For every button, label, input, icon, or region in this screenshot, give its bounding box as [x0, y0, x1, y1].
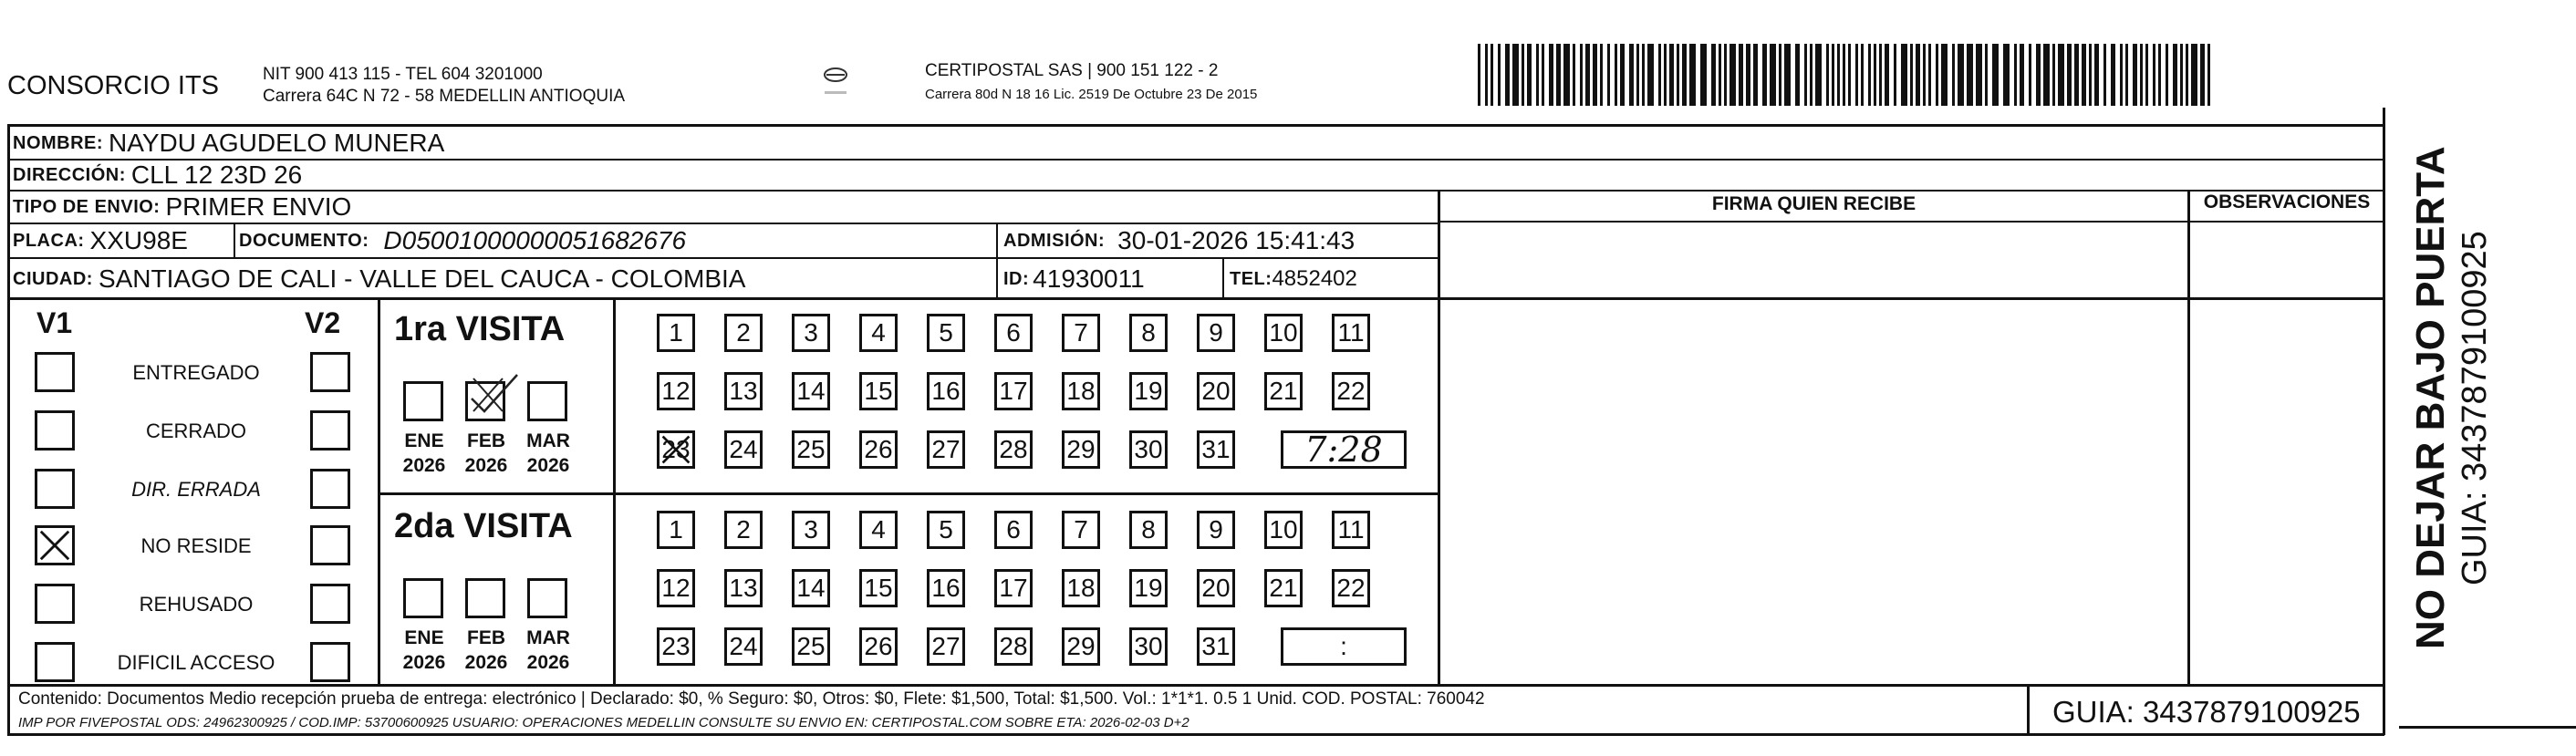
day-number: 22 [1336, 377, 1366, 405]
nombre-value: NAYDU AGUDELO MUNERA [109, 129, 445, 157]
day-number: 13 [729, 377, 758, 405]
day-number: 26 [864, 435, 893, 463]
day-box[interactable] [1129, 569, 1168, 607]
v1-label: V1 [36, 306, 73, 339]
v1-checkbox[interactable] [35, 584, 75, 624]
month-label: MAR 2026 [526, 430, 570, 476]
day-number: 28 [999, 435, 1028, 463]
v2-checkbox[interactable] [310, 410, 350, 450]
side-guia: GUIA: 3437879100925 [2456, 231, 2494, 585]
nombre-label: NOMBRE: [13, 132, 104, 153]
status-label: CERRADO [145, 419, 246, 442]
v2-checkbox[interactable] [310, 584, 350, 624]
tel-label: TEL: [1230, 268, 1272, 289]
day-box[interactable] [1129, 372, 1168, 410]
day-number: 8 [1141, 318, 1156, 347]
day-number: 8 [1141, 515, 1156, 544]
v2-checkbox[interactable] [310, 642, 350, 682]
day-number: 29 [1066, 632, 1096, 660]
placa-label: PLACA: [13, 230, 85, 251]
day-number: 24 [729, 632, 758, 660]
day-box[interactable] [927, 627, 965, 666]
day-box[interactable] [1062, 627, 1100, 666]
tipo-row [13, 191, 351, 223]
v1-checkbox[interactable] [35, 525, 75, 565]
day-box[interactable] [657, 372, 695, 410]
day-box[interactable] [927, 314, 965, 352]
day-box[interactable] [1062, 430, 1100, 469]
id-value: 41930011 [1033, 264, 1145, 293]
day-box[interactable] [1264, 511, 1303, 549]
day-box[interactable] [1332, 511, 1370, 549]
day-number: 17 [999, 574, 1028, 602]
ciudad-row [13, 259, 745, 299]
day-number: 26 [864, 632, 893, 660]
day-number: 16 [931, 574, 961, 602]
contenido-text: Contenido: Documentos Medio recepción prueba de entrega: electrónico | Declarado: $0, % Seguro: $0, Otros: $0, Flete: $1,500, Total: $1,500. Vol.: 1*1*1. 0.5 1 Unid. COD. POSTAL: 760042 [18, 689, 1485, 709]
day-box[interactable] [1197, 627, 1235, 666]
day-box[interactable] [724, 314, 763, 352]
day-box[interactable] [1197, 372, 1235, 410]
barcode [1478, 44, 2217, 106]
day-number: 27 [931, 632, 961, 660]
courier-address: Carrera 80d N 18 16 Lic. 2519 De Octubre 23 De 2015 [925, 87, 1258, 102]
v2-label: V2 [305, 306, 341, 339]
day-box[interactable] [994, 430, 1033, 469]
documento-row [239, 223, 686, 258]
day-box[interactable] [792, 511, 830, 549]
day-number: 12 [661, 377, 691, 405]
day-number: 20 [1201, 377, 1231, 405]
day-box[interactable] [1197, 569, 1235, 607]
day-box[interactable] [1332, 372, 1370, 410]
day-box[interactable] [792, 372, 830, 410]
day-number: 2 [736, 318, 751, 347]
day-box[interactable] [994, 569, 1033, 607]
day-box[interactable] [1197, 511, 1235, 549]
direccion-value: CLL 12 23D 26 [130, 161, 303, 189]
month-checkbox[interactable] [465, 381, 505, 421]
tel-value: 4852402 [1272, 266, 1357, 291]
day-number: 4 [871, 515, 886, 544]
direccion-row [13, 160, 302, 191]
ciudad-label: CIUDAD: [13, 268, 93, 289]
v2-checkbox[interactable] [310, 352, 350, 392]
day-box[interactable] [859, 511, 898, 549]
day-number: 12 [661, 574, 691, 602]
admision-label: ADMISIÓN: [1003, 230, 1106, 251]
month-checkbox[interactable] [403, 578, 443, 618]
day-box[interactable] [1129, 627, 1168, 666]
admision-value: 30-01-2026 15:41:43 [1117, 226, 1356, 254]
id-row [1003, 259, 1145, 299]
day-number: 23 [661, 435, 691, 463]
day-box[interactable] [792, 314, 830, 352]
day-box[interactable] [657, 511, 695, 549]
day-number: 21 [1269, 377, 1298, 405]
v2-checkbox[interactable] [310, 469, 350, 509]
second-visit-title: 2da VISITA [394, 507, 573, 545]
day-number: 16 [931, 377, 961, 405]
day-number: 9 [1209, 515, 1223, 544]
status-label: REHUSADO [139, 593, 254, 616]
day-box[interactable] [724, 511, 763, 549]
day-number: 22 [1336, 574, 1366, 602]
day-box[interactable] [1129, 430, 1168, 469]
company-address: Carrera 64C N 72 - 58 MEDELLIN ANTIOQUIA [263, 87, 626, 106]
day-number: 3 [804, 515, 818, 544]
month-label: ENE 2026 [402, 627, 446, 673]
id-label: ID: [1003, 268, 1030, 289]
tipo-label: TIPO DE ENVIO: [13, 196, 161, 217]
time-field[interactable]: 7:28 [1281, 430, 1407, 469]
day-box[interactable] [1129, 511, 1168, 549]
day-number: 30 [1134, 435, 1163, 463]
month-label: ENE 2026 [402, 430, 446, 476]
day-box[interactable] [724, 430, 763, 469]
day-number: 1 [669, 515, 683, 544]
v1-checkbox[interactable] [35, 469, 75, 509]
status-label: DIR. ERRADA [131, 478, 261, 501]
day-number: 13 [729, 574, 758, 602]
day-box[interactable] [859, 569, 898, 607]
day-number: 31 [1201, 632, 1231, 660]
month-label: MAR 2026 [526, 627, 570, 673]
month-label: FEB 2026 [464, 430, 508, 476]
admision-row [1003, 223, 1355, 258]
courier-logo-icon [817, 64, 854, 100]
month-checkbox[interactable] [403, 381, 443, 421]
guia-footer: GUIA: 3437879100925 [2052, 695, 2361, 729]
day-box[interactable] [1062, 314, 1100, 352]
day-box[interactable] [1197, 314, 1235, 352]
day-box[interactable] [724, 372, 763, 410]
day-number: 18 [1066, 574, 1096, 602]
day-box[interactable] [994, 627, 1033, 666]
day-number: 9 [1209, 318, 1223, 347]
day-box[interactable] [859, 627, 898, 666]
day-number: 18 [1066, 377, 1096, 405]
side-title: NO DEJAR BAJO PUERTA [2408, 146, 2453, 649]
month-label: FEB 2026 [464, 627, 508, 673]
day-number: 11 [1337, 515, 1365, 544]
day-box[interactable] [1332, 314, 1370, 352]
day-number: 10 [1269, 318, 1298, 347]
status-label: DIFICIL ACCESO [117, 651, 275, 674]
day-number: 5 [939, 318, 953, 347]
day-number: 19 [1134, 377, 1163, 405]
day-box[interactable] [1264, 314, 1303, 352]
day-number: 25 [796, 632, 826, 660]
day-box[interactable] [657, 569, 695, 607]
time-field[interactable]: : [1281, 627, 1407, 666]
day-box[interactable] [1062, 511, 1100, 549]
first-visit-title: 1ra VISITA [394, 310, 566, 348]
day-number: 1 [669, 318, 683, 347]
day-box[interactable] [859, 430, 898, 469]
day-number: 29 [1066, 435, 1096, 463]
day-box[interactable] [859, 372, 898, 410]
day-box[interactable] [1332, 569, 1370, 607]
day-number: 14 [796, 377, 826, 405]
day-box[interactable] [927, 430, 965, 469]
day-number: 23 [661, 632, 691, 660]
v1-checkbox[interactable] [35, 352, 75, 392]
day-number: 24 [729, 435, 758, 463]
month-checkbox[interactable] [465, 578, 505, 618]
day-number: 5 [939, 515, 953, 544]
day-box[interactable] [1264, 372, 1303, 410]
month-checkbox[interactable] [527, 381, 567, 421]
day-number: 20 [1201, 574, 1231, 602]
day-box[interactable] [657, 314, 695, 352]
company-nit: NIT 900 413 115 - TEL 604 3201000 [263, 65, 543, 84]
day-number: 14 [796, 574, 826, 602]
day-box[interactable] [724, 627, 763, 666]
courier-name: CERTIPOSTAL SAS | 900 151 122 - 2 [925, 61, 1219, 80]
status-label: ENTREGADO [132, 361, 260, 384]
imp-text: IMP POR FIVEPOSTAL ODS: 24962300925 / COD.IMP: 53700600925 USUARIO: OPERACIONES MEDELLIN CONSULTE SU ENVIO EN: CERTIPOSTAL.COM SOBRE ETA: 2026-02-03 D+2 [18, 715, 1189, 730]
day-number: 2 [736, 515, 751, 544]
day-number: 15 [864, 574, 893, 602]
documento-value: D05001000000051682676 [383, 226, 687, 254]
day-box[interactable] [724, 569, 763, 607]
day-number: 7 [1074, 515, 1088, 544]
day-number: 4 [871, 318, 886, 347]
day-number: 10 [1269, 515, 1298, 544]
day-number: 19 [1134, 574, 1163, 602]
day-number: 17 [999, 377, 1028, 405]
v2-checkbox[interactable] [310, 525, 350, 565]
tipo-value: PRIMER ENVIO [165, 192, 352, 221]
month-checkbox[interactable] [527, 578, 567, 618]
day-number: 28 [999, 632, 1028, 660]
day-box[interactable] [1197, 430, 1235, 469]
day-number: 7 [1074, 318, 1088, 347]
day-box[interactable] [927, 511, 965, 549]
day-number: 30 [1134, 632, 1163, 660]
company-name: CONSORCIO ITS [7, 71, 220, 100]
day-box[interactable] [1129, 314, 1168, 352]
day-box[interactable] [927, 372, 965, 410]
observaciones-header: OBSERVACIONES [2203, 192, 2371, 212]
day-box[interactable] [1062, 372, 1100, 410]
ciudad-value: SANTIAGO DE CALI - VALLE DEL CAUCA - COLOMBIA [98, 264, 746, 293]
nombre-row [13, 127, 444, 160]
day-number: 15 [864, 377, 893, 405]
day-number: 3 [804, 318, 818, 347]
status-label: NO RESIDE [140, 534, 252, 557]
day-number: 21 [1269, 574, 1298, 602]
day-number: 6 [1006, 318, 1021, 347]
day-number: 6 [1006, 515, 1021, 544]
firma-header: FIRMA QUIEN RECIBE [1711, 193, 1916, 214]
day-box[interactable] [927, 569, 965, 607]
day-box[interactable] [792, 569, 830, 607]
placa-value: XXU98E [89, 226, 188, 254]
day-number: 31 [1201, 435, 1231, 463]
day-box[interactable] [994, 314, 1033, 352]
documento-label: DOCUMENTO: [239, 230, 369, 251]
v1-checkbox[interactable] [35, 642, 75, 682]
day-box[interactable] [1062, 569, 1100, 607]
tel-row [1230, 259, 1357, 299]
direccion-label: DIRECCIÓN: [13, 164, 126, 185]
day-box[interactable] [859, 314, 898, 352]
day-number: 27 [931, 435, 961, 463]
day-box[interactable] [994, 372, 1033, 410]
placa-row [13, 223, 188, 258]
v1-checkbox[interactable] [35, 410, 75, 450]
day-box[interactable] [1264, 569, 1303, 607]
day-number: 25 [796, 435, 826, 463]
day-box[interactable] [792, 430, 830, 469]
day-box[interactable] [994, 511, 1033, 549]
day-number: 11 [1337, 318, 1365, 347]
day-box[interactable] [792, 627, 830, 666]
day-box[interactable] [657, 627, 695, 666]
day-box[interactable] [657, 430, 695, 469]
